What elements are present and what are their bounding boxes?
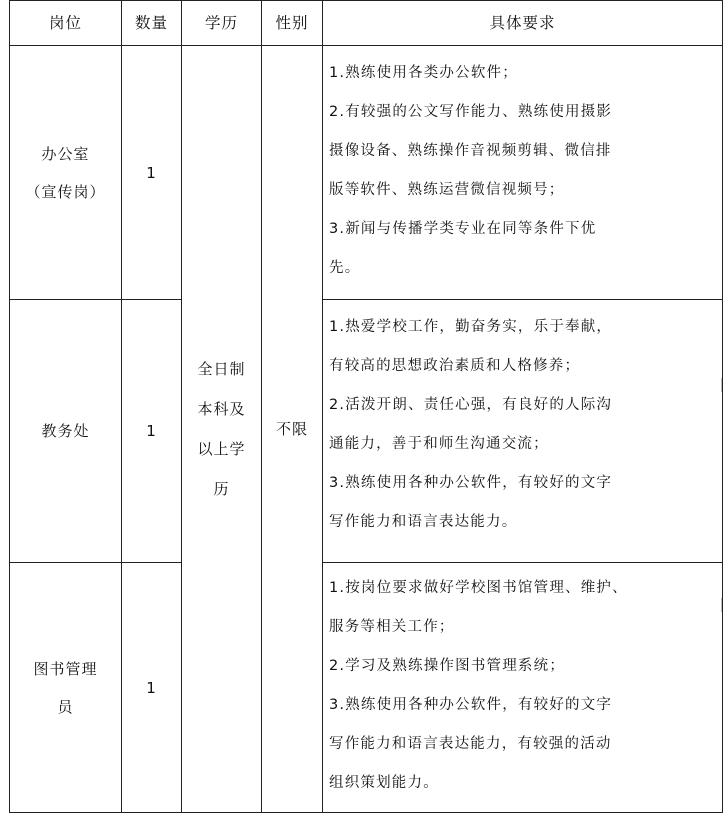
requirement-line: 2.学习及熟练操作图书管理系统； xyxy=(329,658,566,674)
position-line: （宣传岗） xyxy=(25,182,106,201)
table-row xyxy=(10,563,723,813)
position-cell xyxy=(10,46,122,300)
position-line: 教务处 xyxy=(41,422,90,440)
header-education: 学历 xyxy=(182,1,262,46)
edge-mark xyxy=(721,598,722,612)
requirement-line: 3.熟练使用各种办公软件，有较好的文字 xyxy=(329,475,613,491)
education-line: 历 xyxy=(213,480,230,498)
requirement-line: 1.热爱学校工作，勤奋务实，乐于奉献， xyxy=(329,319,613,335)
position-cell xyxy=(10,563,122,813)
table-row xyxy=(10,46,723,300)
education-line: 全日制 xyxy=(197,360,246,378)
education-line: 以上学 xyxy=(197,440,246,458)
count-cell: 1 xyxy=(122,563,182,813)
requirement-line: 服务等相关工作； xyxy=(329,619,455,635)
requirement-line: 2.有较强的公文写作能力、熟练使用摄影 xyxy=(329,104,613,120)
requirements-cell xyxy=(323,300,723,563)
requirement-line: 摄像设备、熟练操作音视频剪辑、微信排 xyxy=(329,143,612,159)
position-cell xyxy=(10,300,122,563)
requirement-line: 写作能力和语言表达能力，有较强的活动 xyxy=(329,736,612,752)
job-requirements-table xyxy=(9,0,723,813)
requirement-line: 组织策划能力。 xyxy=(329,775,439,791)
header-position: 岗位 xyxy=(10,1,122,46)
requirement-line: 1.熟练使用各类办公软件； xyxy=(329,65,518,81)
requirements-cell xyxy=(323,563,723,813)
edge-mark xyxy=(721,378,722,392)
requirement-line: 先。 xyxy=(329,260,361,276)
count-cell: 1 xyxy=(122,46,182,300)
requirement-line: 2.活泼开朗、责任心强，有良好的人际沟 xyxy=(329,397,613,413)
requirement-line: 1.按岗位要求做好学校图书馆管理、维护、 xyxy=(329,580,628,596)
table-header-row xyxy=(10,1,723,46)
position-line: 员 xyxy=(57,697,74,716)
table-row xyxy=(10,300,723,563)
requirements-cell xyxy=(323,46,723,300)
education-line: 本科及 xyxy=(197,400,246,418)
requirement-line: 3.熟练使用各种办公软件，有较好的文字 xyxy=(329,697,613,713)
requirement-line: 有较高的思想政治素质和人格修养； xyxy=(329,358,581,374)
count-cell: 1 xyxy=(122,300,182,563)
position-line: 图书管理 xyxy=(33,659,98,678)
position-line: 办公室 xyxy=(41,144,90,163)
header-count: 数量 xyxy=(122,1,182,46)
gender-cell: 不限 xyxy=(262,46,323,813)
requirement-line: 写作能力和语言表达能力。 xyxy=(329,514,518,530)
requirement-line: 3.新闻与传播学类专业在同等条件下优 xyxy=(329,221,597,237)
education-cell xyxy=(182,46,262,813)
requirement-line: 通能力，善于和师生沟通交流； xyxy=(329,436,549,452)
header-gender: 性别 xyxy=(262,1,323,46)
requirement-line: 版等软件、熟练运营微信视频号； xyxy=(329,182,565,198)
header-requirements: 具体要求 xyxy=(323,1,723,46)
